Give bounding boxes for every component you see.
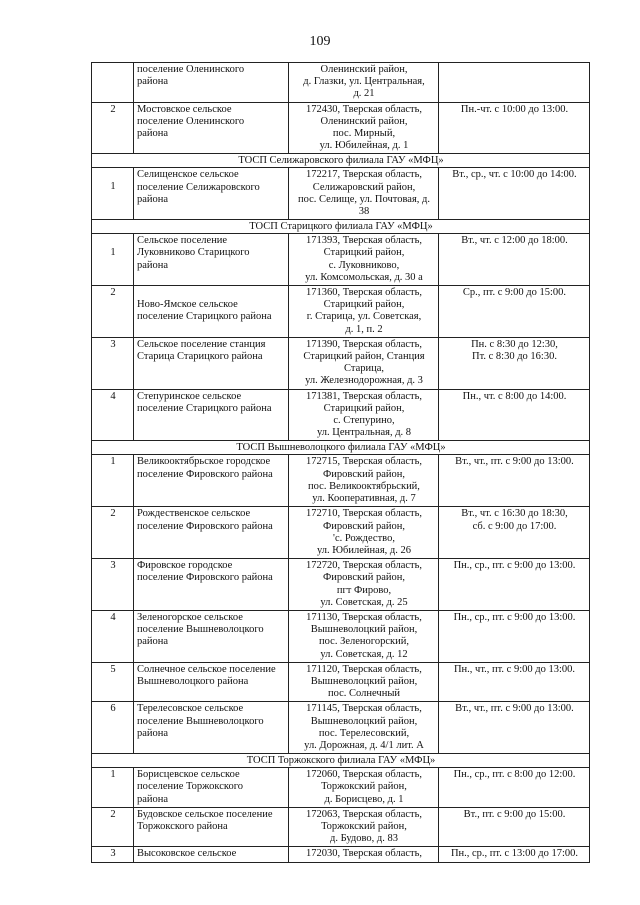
working-hours [439,559,590,611]
table-row [92,847,590,862]
address-line: пос. Селище, ул. Почтовая, д. [297,193,431,205]
settlement-name-line: поселение Торжокского [137,781,243,793]
settlement-name [134,507,289,559]
row-number-line: 4 [110,390,116,402]
row-number [92,507,134,559]
settlement-name-line: Рождественское сельское [137,508,251,520]
settlement-name [134,455,289,507]
settlement-name-line: района [137,636,169,648]
settlement-name [134,63,289,103]
address-line: д. 21 [353,88,375,100]
table-row [92,286,590,338]
address-line: ул. Юбилейная, д. 26 [316,544,411,556]
table-row [92,702,590,754]
address-line: г. Старица, ул. Советская, [306,311,422,323]
settlement-name-line: Ново-Ямское сельское [137,299,238,311]
address-line: Вышневолоцкий район, [310,624,418,636]
address [289,507,439,559]
working-hours [439,847,590,862]
settlement-name-line: района [137,193,169,205]
table-row [92,337,590,389]
address [289,63,439,103]
working-hours [439,807,590,847]
section-title: ТОСП Старицкого филиала ГАУ «МФЦ» [92,220,590,234]
working-hours-line: Пн. с 8:30 до 12:30, [471,338,558,350]
address-line: Селижаровский район, [312,181,416,193]
working-hours-line: Пн.-чт. с 10:00 до 13:00. [460,103,569,115]
address-line: 172715, Тверская область, [305,456,423,468]
address-line: Вышневолоцкий район, [310,675,418,687]
address [289,702,439,754]
row-number [92,847,134,862]
address-line: ул. Дорожная, д. 4/1 лит. А [304,739,424,751]
settlement-name-line: Терелесовское сельское [137,703,244,715]
table-row [92,234,590,286]
address [289,168,439,220]
address-line: ул. Кооперативная, д. 7 [312,493,416,505]
working-hours-line: Вт., пт. с 9:00 до 15:00. [463,808,566,820]
working-hours-line: сб. с 9:00 до 17:00. [472,520,557,532]
address-line: 'с. Рождество, [333,532,395,544]
settlement-name-line: Великооктябрьское городское [137,456,271,468]
settlement-name-line: Фировское городское [137,560,233,572]
address-line: 172720, Тверская область, [305,560,423,572]
working-hours [439,234,590,286]
working-hours [439,168,590,220]
address-line: 171381, Тверская область, [305,390,423,402]
address-line: 172063, Тверская область, [305,808,423,820]
settlement-name-line: поселение Оленинского [137,64,245,75]
address-line: 171130, Тверская область, [306,611,422,623]
row-number [92,559,134,611]
table-row [92,768,590,808]
address-line: ул. Железнодорожная, д. 3 [305,375,423,387]
row-number-line: 3 [110,848,116,860]
row-number-line: 2 [110,287,116,299]
settlement-name-line: Будовское сельское поселение [137,808,273,820]
row-number-line: 2 [110,808,116,820]
table-row [92,102,590,154]
address-line: ул. Юбилейная, д. 1 [319,140,409,152]
address-line: Старицкий район, Станция [303,351,425,363]
address [289,389,439,441]
row-number-line: 3 [110,338,116,350]
address-line: пгт Фирово, [336,584,392,596]
settlement-name-line: района [137,76,169,88]
address-line: 171393, Тверская область, [305,235,423,247]
settlement-name-line: района [137,259,169,271]
address [289,234,439,286]
settlement-name-line: Вышневолоцкого района [137,675,249,687]
address-line: ул. Советская, д. 25 [320,596,408,608]
working-hours-line: Пт. с 8:30 до 16:30. [472,351,557,363]
address [289,102,439,154]
settlement-name-line: Луковниково Старицкого [137,247,250,259]
working-hours-line: Пн., ср., пт. с 8:00 до 12:00. [453,769,576,781]
table-row [92,455,590,507]
section-title: ТОСП Селижаровского филиала ГАУ «МФЦ» [92,154,590,168]
row-number-line: 6 [110,703,116,715]
settlement-name [134,768,289,808]
section-title: ТОСП Вышневолоцкого филиала ГАУ «МФЦ» [92,441,590,455]
working-hours [439,337,590,389]
settlement-name [134,662,289,702]
working-hours [439,768,590,808]
address-line: пос. Солнечный [328,688,400,700]
working-hours [439,702,590,754]
row-number [92,455,134,507]
address-line: пос. Мирный, [332,128,396,140]
table-row [92,507,590,559]
working-hours-line: Пн., ср., пт. с 9:00 до 13:00. [453,560,576,572]
address-line: Старицкий район, [323,402,405,414]
working-hours [439,455,590,507]
address-line: Старицкий район, [323,247,405,259]
row-number [92,286,134,338]
working-hours-line: Пн., ср., пт. с 9:00 до 13:00. [453,611,576,623]
working-hours-line: Пн., чт., пт. с 9:00 до 13:00. [453,663,576,675]
address-line: пос. Зеленогорский, [319,636,409,648]
settlement-name-line: Борисцевское сельское [137,769,240,781]
address [289,337,439,389]
working-hours-line: Ср., пт. с 9:00 до 15:00. [462,287,567,299]
address-line: 171360, Тверская область, [305,287,423,299]
address-line: с. Луковниково, [328,259,400,271]
section-header-row [92,754,590,768]
address [289,768,439,808]
address [289,610,439,662]
working-hours [439,389,590,441]
address-line: ул. Комсомольская, д. 30 а [305,271,423,283]
address-line: Фировский район, [323,572,405,584]
settlement-name [134,807,289,847]
row-number [92,234,134,286]
address [289,559,439,611]
settlement-name-line: района [137,793,169,805]
page-number: 109 [309,34,331,49]
settlement-name-line: Высоковское сельское [137,848,237,860]
address-line: 172430, Тверская область, [305,103,423,115]
settlement-name-line: поселение Старицкого района [137,311,272,323]
section-title: ТОСП Торжокского филиала ГАУ «МФЦ» [92,754,590,768]
row-number-line: 2 [110,103,116,115]
address-line: д. Глазки, ул. Центральная, [303,76,425,88]
row-number [92,337,134,389]
table-row [92,662,590,702]
settlement-name [134,234,289,286]
table-row [92,63,590,103]
address-line: Оленинский район, [320,115,408,127]
working-hours-line: Вт., чт., пт. с 9:00 до 13:00. [455,456,574,468]
working-hours [439,507,590,559]
settlement-name [134,168,289,220]
settlement-name-line: района [137,128,169,140]
row-number [92,662,134,702]
address-line: 38 [358,206,370,218]
working-hours-line: Вт., чт., пт. с 9:00 до 13:00. [455,703,574,715]
working-hours-line: Вт., чт. с 16:30 до 18:30, [461,508,568,520]
working-hours [439,286,590,338]
settlement-name-line: поселение Старицкого района [137,402,272,414]
address-line: 171390, Тверская область, [305,338,423,350]
row-number [92,610,134,662]
address [289,807,439,847]
settlement-name-line: поселение Фировского района [137,572,273,584]
address-line: Вышневолоцкий район, [310,715,418,727]
settlement-name [134,610,289,662]
row-number-line: 1 [110,247,116,259]
address [289,662,439,702]
row-number [92,768,134,808]
row-number [92,702,134,754]
table-row [92,168,590,220]
settlement-name [134,286,289,338]
table-row [92,389,590,441]
row-number-line: 3 [110,560,116,572]
row-number [92,807,134,847]
settlement-name-line: поселение Оленинского [137,115,245,127]
address-line: Старица, [343,363,385,375]
address-line: 172217, Тверская область, [305,169,423,181]
table-row [92,807,590,847]
row-number-line: 1 [110,456,116,468]
settlement-name [134,847,289,862]
section-header-row [92,441,590,455]
working-hours [439,610,590,662]
working-hours-line: Пн., чт. с 8:00 до 14:00. [462,390,567,402]
working-hours [439,662,590,702]
row-number-line: 2 [110,508,116,520]
settlement-name-line: поселение Вышневолоцкого [137,624,264,636]
address-line: д. 1, п. 2 [345,323,383,335]
working-hours [439,102,590,154]
address-line: Фировский район, [323,468,405,480]
settlement-name-line: Мостовское сельское [137,103,232,115]
address-line: д. Борисцево, д. 1 [324,793,404,805]
address-line: Торжокский район, [321,820,407,832]
table-row [92,559,590,611]
settlement-name [134,337,289,389]
settlement-name [134,389,289,441]
section-header-row [92,220,590,234]
settlement-name-line: Селищенское сельское [137,169,239,181]
row-number [92,389,134,441]
settlement-name-line: района [137,727,169,739]
row-number-line: 5 [110,663,116,675]
row-number-line: 4 [110,611,116,623]
address-line: 172710, Тверская область, [305,508,423,520]
working-hours-line: Вт., чт. с 12:00 до 18:00. [461,235,568,247]
row-number [92,102,134,154]
settlement-name-line: Зеленогорское сельское [137,611,243,623]
settlement-name-line: поселение Вышневолоцкого [137,715,264,727]
address-line: ул. Центральная, д. 8 [316,427,412,439]
address-line: д. Будово, д. 83 [329,833,399,845]
address-line: Оленинский район, [320,64,408,75]
address-line: 172060, Тверская область, [305,769,423,781]
table-row [92,610,590,662]
row-number-line: 1 [110,181,116,193]
address-line: Фировский район, [323,520,405,532]
address-line: 172030, Тверская область, [305,848,423,860]
settlement-name-line: Сельское поселение [137,235,228,247]
settlement-name [134,559,289,611]
row-number [92,63,134,103]
address-line: Старицкий район, [323,299,405,311]
address [289,455,439,507]
address-line: пос. Великооктябрьский, [308,480,420,492]
address-line: ул. Советская, д. 12 [320,648,408,660]
working-hours [439,63,590,103]
mfc-branches-table [91,62,590,863]
settlement-name [134,702,289,754]
address-line: с. Степурино, [333,415,395,427]
address-line: 171120, Тверская область, [306,663,422,675]
address [289,286,439,338]
row-number-line: 1 [110,769,116,781]
settlement-name-line: Солнечное сельское поселение [137,663,276,675]
settlement-name-line: поселение Фировского района [137,468,273,480]
address-line: Торжокский район, [321,781,407,793]
address-line: пос. Терелесовский, [318,727,410,739]
settlement-name-line: Сельское поселение станция [137,338,266,350]
settlement-name-line: Степуринское сельское [137,390,242,402]
address-line: 171145, Тверская область, [306,703,422,715]
working-hours-line: Пн., ср., пт. с 13:00 до 17:00. [450,848,579,860]
address [289,847,439,862]
settlement-name-line: поселение Селижаровского [137,181,260,193]
row-number [92,168,134,220]
settlement-name-line: Старица Старицкого района [137,351,263,363]
settlement-name [134,102,289,154]
section-header-row [92,154,590,168]
settlement-name-line: Торжокского района [137,820,228,832]
working-hours-line: Вт., ср., чт. с 10:00 до 14:00. [452,169,577,181]
settlement-name-line: поселение Фировского района [137,520,273,532]
